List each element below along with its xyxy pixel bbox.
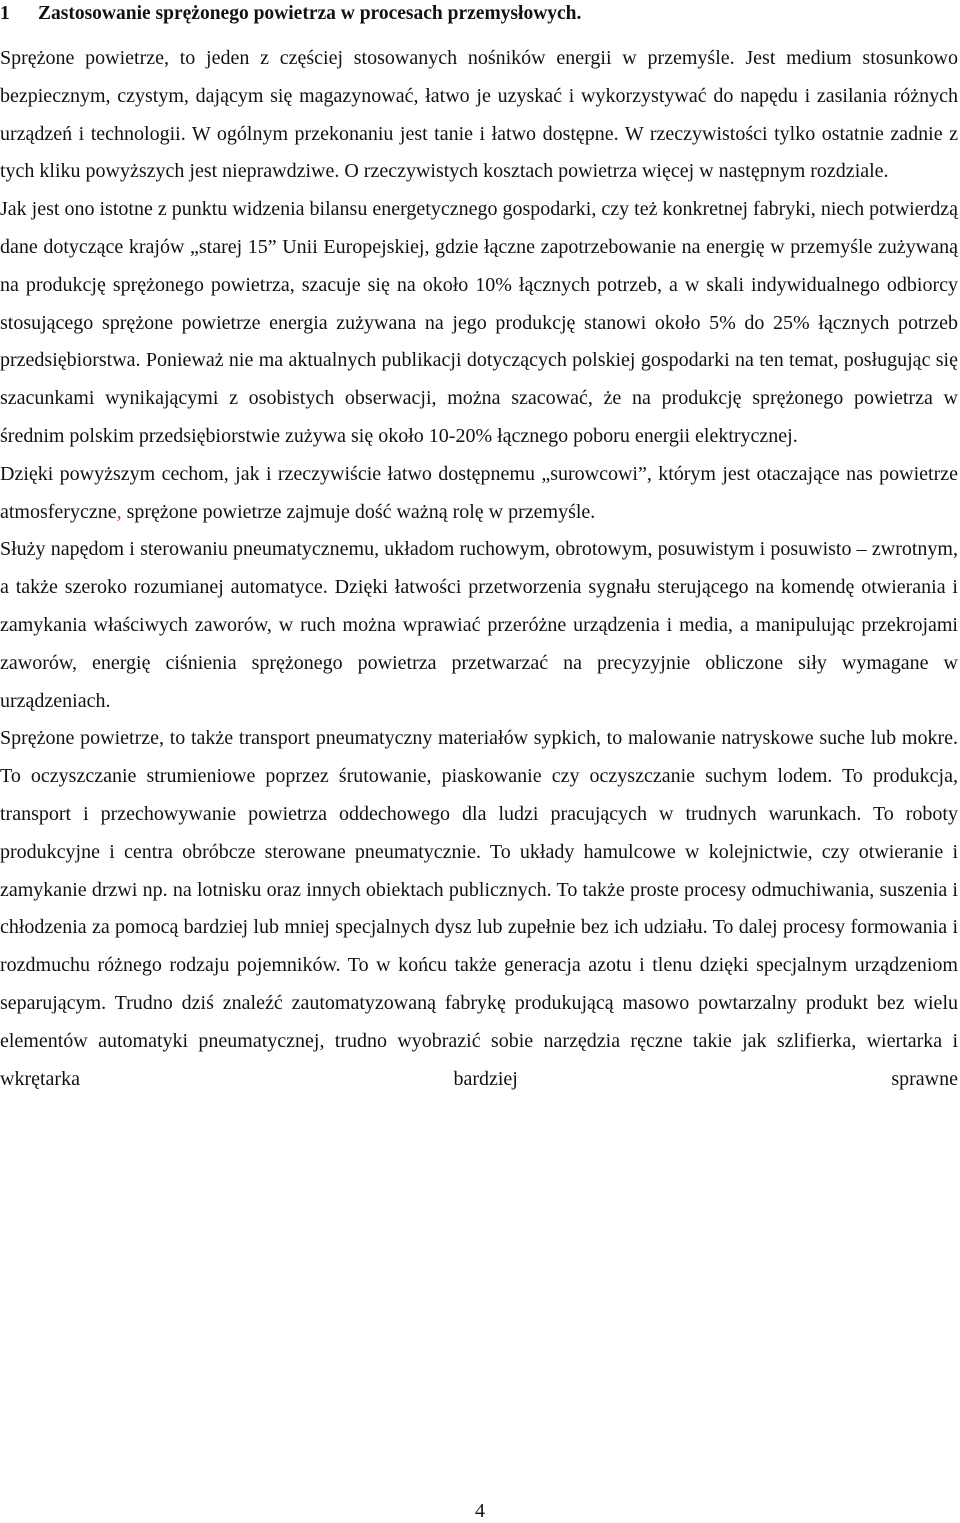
- paragraph-1: Sprężone powietrze, to jeden z częściej stosowanych nośników energii w przemyśle. Jest medium stosunkowo bezpiecznym, czystym, dającym się magazynować, łatwo je uzyskać i wykorzystywać do napędu i zasilania różnych urządzeń i technologii. W ogólnym przekonaniu jest tanie i łatwo dostępne. W rzeczywistości tylko ostatnie zadnie z tych kliku powyższych jest nieprawdziwe. O rzeczywistych kosztach powietrza więcej w następnym rozdziale.: [0, 47, 958, 183]
- section-title: Zastosowanie sprężonego powietrza w procesach przemysłowych.: [38, 3, 582, 24]
- paragraph-2: Jak jest ono istotne z punktu widzenia bilansu energetycznego gospodarki, czy też konkretnej fabryki, niech potwierdzą dane dotyczące krajów „starej 15” Unii Europejskiej, gdzie łączne zapotrzebowanie na energię w przemyśle zużywaną na produkcję sprężonego powietrza, szacuje się na około 10% łącznych potrzeb, a w skali indywidualnego odbiorcy stosującego sprężone powietrze energia zużywana na jego produkcję stanowi około 5% do 25% łącznych potrzeb przedsiębiorstwa. Ponieważ nie ma aktualnych publikacji dotyczących polskiej gospodarki na ten temat, posługując się szacunkami wynikającymi z osobistych obserwacji, można szacować, że na produkcję sprężonego powietrza w średnim polskim przedsiębiorstwie zużywa się około 10-20% łącznego poboru energii elektrycznej.: [0, 198, 958, 447]
- highlighted-comma: ,: [116, 500, 122, 523]
- paragraph-3: [0, 456, 958, 532]
- paragraph-3-text-end: sprężone powietrze zajmuje dość ważną rolę w przemyśle.: [121, 500, 596, 523]
- section-number: 1: [0, 3, 10, 24]
- paragraph-3-text-start: Dzięki powyższym cechom, jak i rzeczywiście łatwo dostępnemu „surowcowi”, którym jest otaczające nas powietrze atmosferyczne: [0, 462, 958, 523]
- section-heading: [0, 2, 960, 26]
- paragraph-5: Sprężone powietrze, to także transport pneumatyczny materiałów sypkich, to malowanie natryskowe suche lub mokre. To oczyszczanie strumieniowe poprzez śrutowanie, piaskowanie czy oczyszczanie suchym lodem. To produkcja, transport i przechowywanie powietrza oddechowego dla ludzi pracujących w trudnych warunkach. To roboty produkcyjne i centra obróbcze sterowane pneumatycznie. To układy hamulcowe w kolejnictwie, czy otwieranie i zamykanie drzwi np. na lotnisku oraz innych obiektach publicznych. To także proste procesy odmuchiwania, suszenia i chłodzenia za pomocą bardziej lub mniej specjalnych dysz lub zupełnie bez ich udziału. To dalej procesy formowania i rozdmuchu różnego rodzaju pojemników. To w końcu także generacja azotu i tlenu dzięki specjalnym urządzeniom separującym. Trudno dziś znaleźć zautomatyzowaną fabrykę produkującą masowo powtarzalny produkt bez wielu elementów automatyki pneumatycznej, trudno wyobrazić sobie narzędzia ręczne takie jak szlifierka, wiertarka i wkrętarka bardziej sprawne: [0, 727, 958, 1090]
- page-number: 4: [475, 1500, 485, 1522]
- paragraph-4: Służy napędom i sterowaniu pneumatycznemu, układom ruchowym, obrotowym, posuwistym i posuwisto – zwrotnym, a także szeroko rozumianej automatyce. Dzięki łatwości przetworzenia sygnału sterującego na komendę otwierania i zamykania właściwych zaworów, w ruch można wprawiać przeróżne urządzenia i media, a manipulując przekrojami zaworów, energię ciśnienia sprężonego powietrza przetwarzać na precyzyjnie obliczone siły wymagane w urządzeniach.: [0, 538, 958, 712]
- body-text: [0, 40, 958, 1098]
